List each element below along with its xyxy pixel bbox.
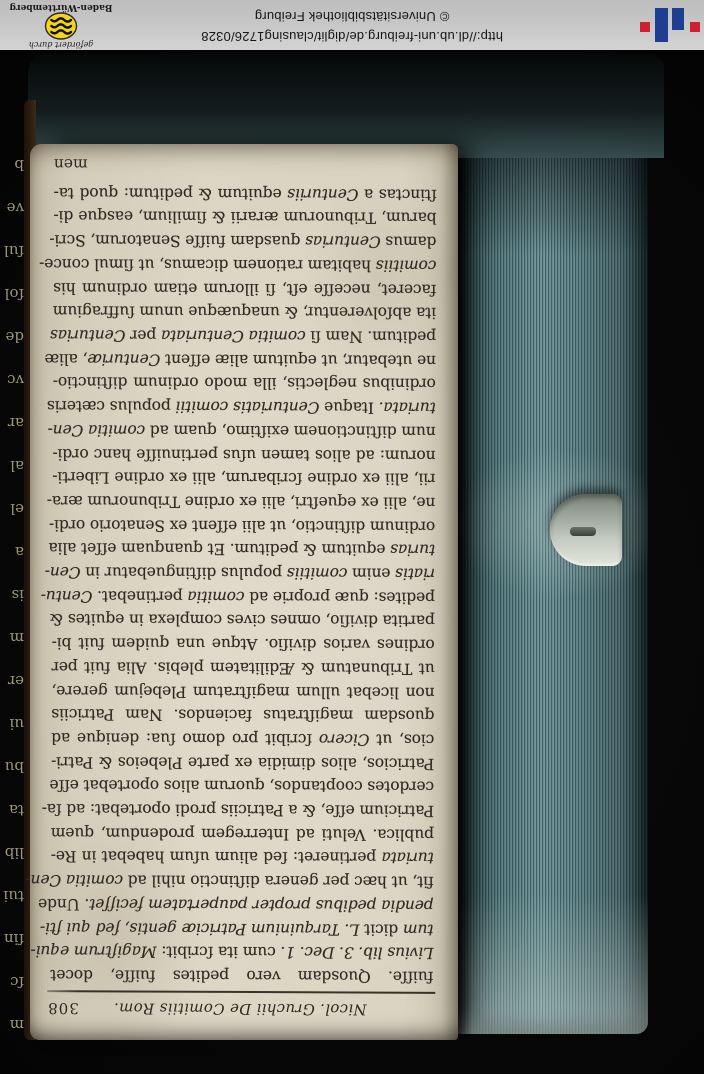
book-page [25,144,458,1040]
text-line: non licebat ullum magiſtratum Plebejum gerere, [51,681,435,702]
text-line: ſtinctas a Centuriis equitum & peditum: quod ta- [53,183,437,204]
cover-board-corner [28,54,104,128]
text-line: ne, alii ex equeſtri, alii ex ordine Tribunorum æra- [46,492,436,512]
text-line: comitiis habitam rationem dicamus, ut ſimul conce- [39,255,437,275]
edge-fragment: al [10,457,24,475]
text-line: ordinibus neglectis, illa modo ordinum diſtinctio- [52,373,436,394]
edge-fragment: bu [4,758,24,776]
logo-bar-tall [655,8,668,42]
text-line: turiata pertineret: ſed alium uſum habebat in Re- [50,847,434,868]
text-line: Livius lib. 3. Dec. 1. cum ita ſcribit: Magiſtrum equi- [30,942,434,963]
text-line: ordinum diſtinctio, ut alii eſſent ex Senatorio ordi- [49,515,436,536]
edge-fragment: vc [7,371,24,389]
text-line: tum dicit L. Tarquinium Patriciæ gentis, ſed qui ſti- [40,918,434,939]
text-line: cios, ut Cicero ſcribit pro domo ſua: denique ad [51,729,435,749]
text-line: ordines varios diviſio. Atque una quidem fuit bi- [51,634,435,654]
text-line: damus Centurias quasdam fuiſſe Senatorum, Scri- [49,231,437,252]
text-line: peditum. Nam ſi comitia Centuriata per Centurias [49,326,437,346]
page-content [25,143,460,1041]
library-banner [0,0,704,50]
header-rule [47,990,435,994]
coat-of-arms-icon [44,12,78,40]
text-line: Patricios, alios dimidia ex parte Plebeios & Patri- [51,752,435,773]
copyright-line: © Universitätsbibliothek Freiburg [254,9,450,24]
text-line: rii, alii ex ordine ſcribarum, alii ex ordine Liberti- [52,468,436,489]
text-line: turiata. Itaque Centuriatis comitii populus cæteris [47,397,436,417]
edge-fragment: er [7,672,24,690]
edge-fragment: ſc [10,973,24,991]
text-line: faceret, neceſſe eſt, ſi illorum etiam ordinum his [53,278,437,299]
edge-fragment: el [10,500,24,518]
book-clasp [548,486,628,572]
text-line: fit, ut hæc per genera diſtinctio nihil ad comitia Cen- [25,871,434,892]
text-line: partita diviſio, omnes cives complexa in equites & [49,610,435,631]
text-line: riatis enim comitiis populus diſtinguebatur in Cen- [44,563,436,583]
logo-red-square-left [690,22,700,32]
text-line: fuiſſe. Quosdam vero pedites fuiſſe, docet [50,966,434,986]
edge-fragment: ar [7,414,24,432]
edge-fragment: ve [6,199,24,217]
ub-freiburg-logo-icon [630,0,702,50]
edge-fragments [0,144,26,1074]
edge-fragment: tui [3,887,24,905]
book-fore-edge-stack [454,86,648,1034]
banner-text [72,7,632,45]
body-lines [25,180,437,988]
edge-fragment: ta [9,801,24,819]
running-title: Nicol. Gruchii De Comitiis Rom. [113,999,367,1019]
logo-red-square-right [640,22,650,32]
funding-label-top: gefördert durch [28,40,94,49]
book-head-edge [28,54,664,158]
text-line: quosdam magiſtratus faciendos. Nam Patriciis [51,705,435,726]
page-number: 308 [47,999,79,1018]
text-line: norum: ad alios tamen uſus pertinuiſſe hanc ordi- [52,444,436,465]
funding-label-bottom: Baden-Württemberg [9,2,113,12]
text-line: turias equitum & peditum. Et quanquam eſſet alia [48,539,436,560]
text-line: ut Tribunatum & Ædilitatem plebis. Alia fuit per [51,658,435,678]
edge-fragment: m [9,1016,24,1034]
edge-fragment: a [15,543,24,561]
text-line: ita abſolverentur, & unaquæque unum ſuffragium [52,302,437,323]
text-line: pendia pedibus propter paupertatem feciſſet. Unde [38,894,434,915]
text-line: pedites: quæ proprie ad comitia pertinebat. Centu- [40,586,436,607]
edge-fragment: m [9,629,24,647]
edge-fragment: ſul [3,242,24,260]
edge-fragment: b [14,156,24,174]
edge-fragment: is [11,586,24,604]
edge-fragment: ſin [3,930,24,948]
page-header [47,997,433,1021]
fore-edge-highlight [454,894,648,1034]
baden-wuerttemberg-arms [6,0,116,50]
text-line: publica. Veluti ad Interregem prodendum, quem [50,823,434,844]
text-line: Patricium eſſe, & a Patriciis prodi oportebat: ad ſa- [41,800,435,820]
text-line: cerdotes cooptandos, quorum alios oportebat eſſe [49,776,435,797]
catchword: men [53,155,88,174]
text-line: barum, Tribunorum ærarii & ſimilium, easque di- [53,207,437,228]
edge-fragment: ui [9,715,24,733]
text-line: ne utebatur, ut equitum aliæ eſſent Centuriæ, aliæ [44,349,437,370]
logo-bar-short [672,8,684,30]
scan-photo-area [0,50,704,1074]
scan-url: http://dl.ub.uni-freiburg.de/diglit/clausing1726/0328 [201,29,503,44]
clasp-slot [570,527,596,536]
text-line: num diſtinctionem exiſtimo, quam ad comitia Cen- [47,420,436,441]
edge-fragment: de [5,328,24,346]
edge-fragment: lib [4,844,24,862]
edge-fragment: ſol [4,285,24,303]
